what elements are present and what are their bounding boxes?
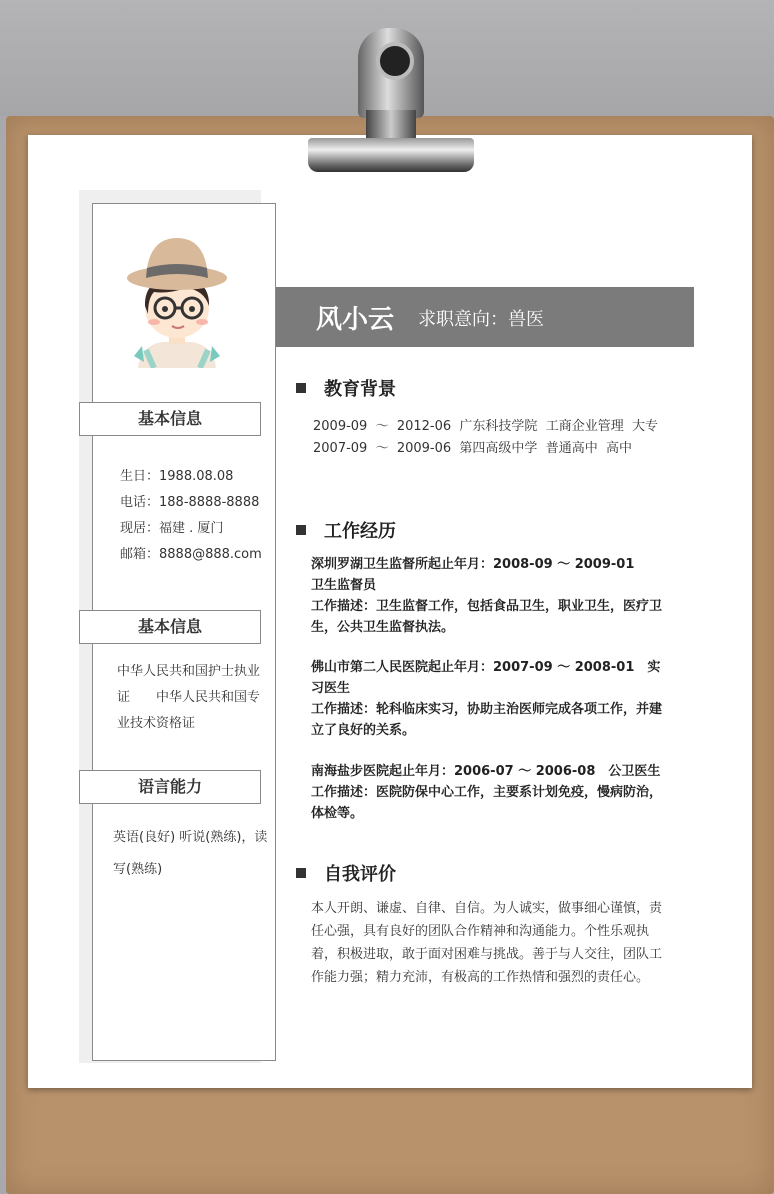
work-item-head: 南海盐步医院起止年月：2006-07 ～ 2006-08 公卫医生 [311,764,661,779]
work-item-desc: 工作描述：卫生监督工作，包括食品卫生，职业卫生，医疗卫生，公共卫生监督执法。 [311,599,663,635]
phone-text: 电话：188-8888-8888 [120,495,260,510]
certificates-header: 基本信息 [79,610,261,644]
work-item-desc: 工作描述：医院防保中心工作，主要系计划免疫，慢病防治，体检等。 [311,785,663,821]
language-text: 英语(良好) 听说(熟练)，读 写(熟练) [113,830,268,877]
self-eval-text: 本人开朗、谦虚、自律、自信。为人诚实，做事细心谨慎，责任心强，具有良好的团队合作精神和沟通能力。个性乐观执着，积极进取，敢于面对困难与挑战。善于与人交往，团队工作能力强；精力充沛，有极高的工作热情和强烈的责任心。 [311,901,663,985]
basic-info-header: 基本信息 [79,402,261,436]
education-title: 教育背景 [296,375,396,401]
education-item: 2009-09 ～ 2012-06 广东科技学院 工商企业管理 大专 [313,419,658,434]
email-text: 邮箱：8888@888.com [120,547,262,562]
work-item [311,554,667,638]
work-item-desc: 工作描述：轮科临床实习，协助主治医师完成各项工作，并建立了良好的关系。 [311,702,663,738]
location-text: 现居：福建 . 厦门 [120,521,224,536]
binder-clip-icon [290,28,490,178]
education-item: 2007-09 ～ 2009-06 第四高级中学 普通高中 高中 [313,441,632,456]
self-eval-title: 自我评价 [296,860,396,886]
work-item-head: 佛山市第二人民医院起止年月：2007-09 ～ 2008-01 实习医生 [311,660,661,696]
work-item-head: 深圳罗湖卫生监督所起止年月：2008-09 ～ 2009-01 卫生监督员 [311,557,661,593]
birthday-text: 生日：1988.08.08 [120,469,234,484]
candidate-name: 风小云 [316,305,395,335]
job-objective: 求职意向：兽医 [418,309,544,330]
work-title: 工作经历 [296,517,396,543]
certificates-text: 中华人民共和国护士执业 证 中华人民共和国专 业技术资格证 [117,664,261,731]
square-bullet-icon [296,868,306,878]
work-item [311,761,667,824]
language-header: 语言能力 [79,770,261,804]
avatar [124,234,230,368]
square-bullet-icon [296,383,306,393]
name-banner [276,287,694,347]
square-bullet-icon [296,525,306,535]
work-item [311,657,667,741]
